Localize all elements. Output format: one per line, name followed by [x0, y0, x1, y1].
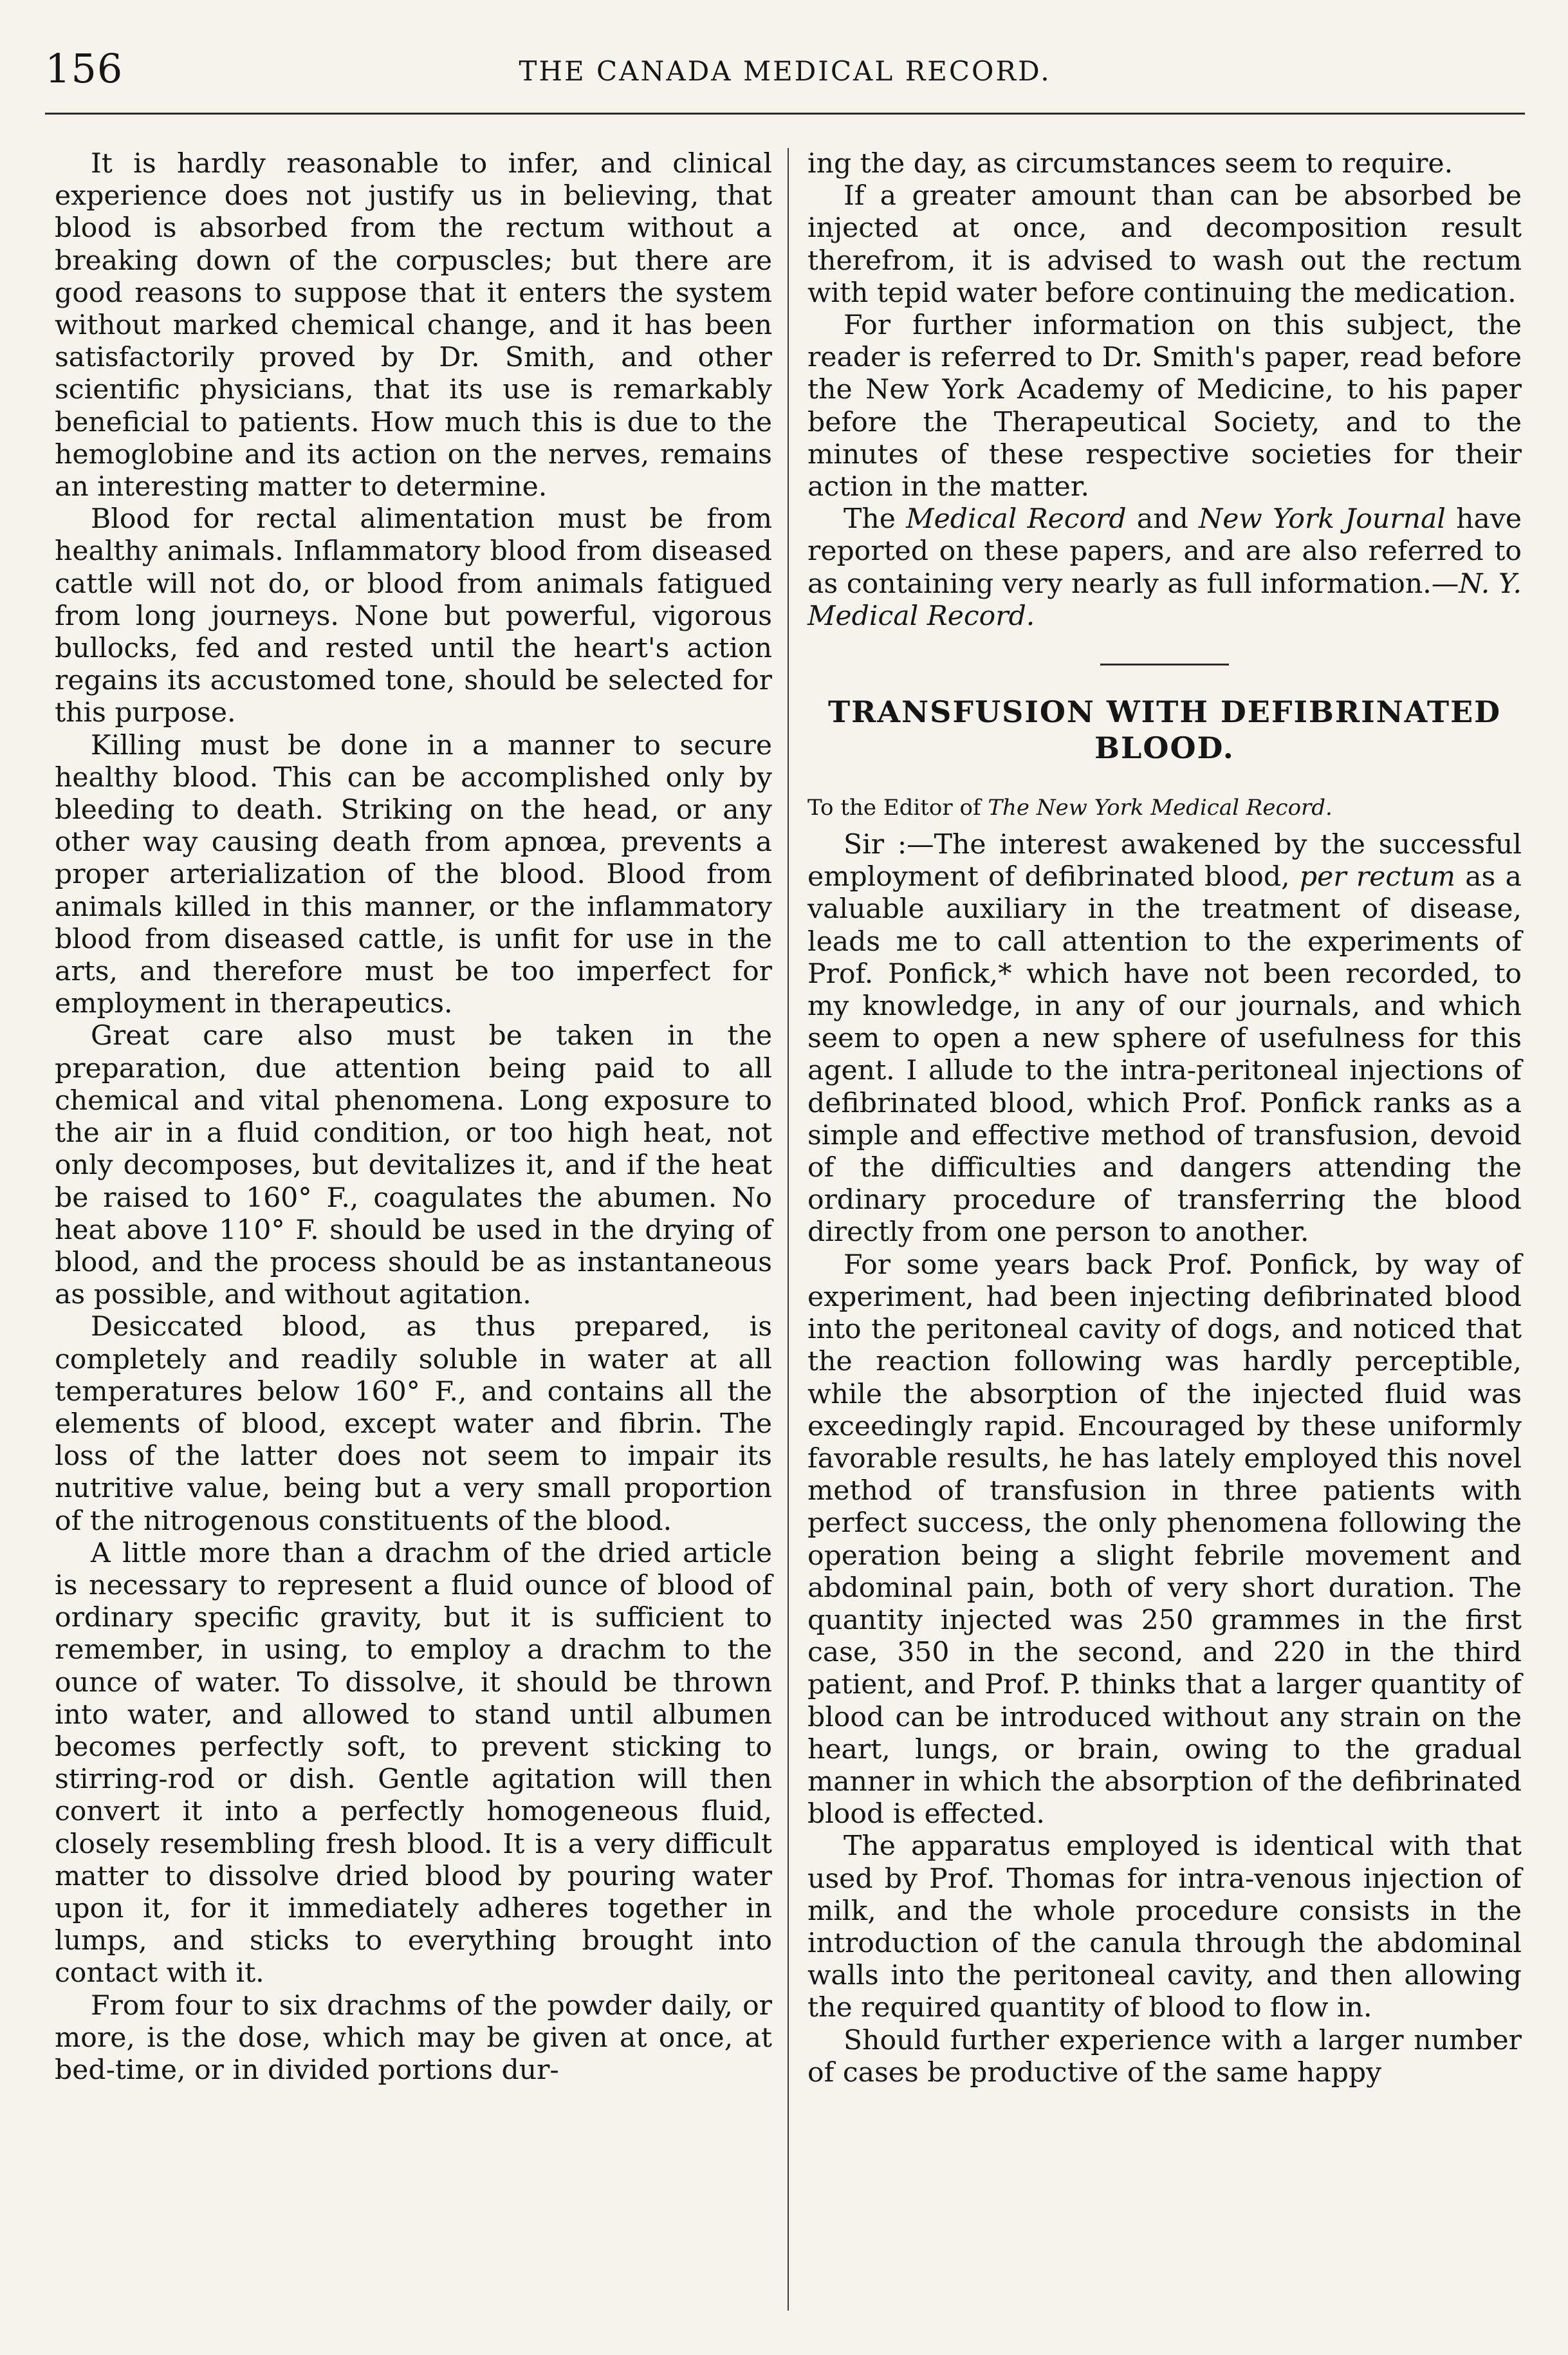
- running-header: [39, 45, 1531, 97]
- text-run: Sir :—The interest awakened by the successful employment of defibrinated blood,: [807, 829, 1522, 893]
- italic-journal-name: The New York Medical Record.: [988, 795, 1333, 821]
- paragraph-continued: ing the day, as circumstances seem to require.: [807, 148, 1453, 180]
- article-title: TRANSFUSION WITH DEFIBRINATED BLOOD.: [827, 694, 1502, 766]
- column-divider: [788, 148, 789, 2311]
- paragraph: For some years back Prof. Ponfick, by way of experiment, had been injecting defibrinated blood into the peritoneal cavity of dogs, and noticed that the reaction following was hardly perceptible, while the absorption of the injected fluid was exceedingly rapid. Encouraged by these uniformly favorable results, he has lately employed this novel method of transfusion in three patients with perfect success, the only phenomena following the operation being a slight febrile movement and abdominal pain, both of very short duration. The quantity injected was 250 grammes in the first case, 350 in the second, and 220 in the third patient, and Prof. P. thinks that a larger quantity of blood can be introduced without any strain on the heart, lungs, or brain, owing to the gradual manner in which the absorption of the defibrinated blood is effected.: [807, 1249, 1522, 1830]
- page-number: 156: [45, 45, 124, 92]
- paragraph: Desiccated blood, as thus prepared, is completely and readily soluble in water at all temperatures below 160° F., and contains all the elements of blood, except water and fibrin. The loss of the latter does not seem to impair its nutritive value, being but a very small proportion of the nitrogenous constituents of the blood.: [55, 1311, 772, 1537]
- section-divider-rule: [1100, 664, 1229, 666]
- journal-title: THE CANADA MEDICAL RECORD.: [519, 55, 1051, 87]
- paragraph: Blood for rectal alimentation must be from healthy animals. Inflammatory blood from diseased cattle will not do, or blood from animals fatigued from long journeys. None but powerful, vigorous bullocks, fed and rested until the heart's action regains its accustomed tone, should be selected for this purpose.: [55, 503, 772, 729]
- paragraph: Great care also must be taken in the preparation, due attention being paid to all chemical and vital phenomena. Long exposure to the air in a fluid condition, or too high heat, not only decomposes, but devitalizes it, and if the heat be raised to 160° F., coagulates the abumen. No heat above 110° F. should be used in the drying of blood, and the process should be as instantaneous as possible, and without agitation.: [55, 1020, 772, 1311]
- source-citation: N. Y. Medical Record.: [807, 568, 1522, 632]
- text-run: as a valuable auxiliary in the treatment of disease, leads me to call attention to the experiments of Prof. Ponfick,* which have not been recorded, to my knowledge, in any of our journals, and which seem to open a new sphere of usefulness for this agent. I allude to the intra-peritoneal injections of defibrinated blood, which Prof. Ponfick ranks as a simple and effective method of transfusion, devoid of the difficulties and dangers attending the ordinary procedure of transferring the blood directly from one person to another.: [807, 861, 1522, 1249]
- italic-journal-name: New York Journal: [1199, 503, 1446, 535]
- text-run: and: [1126, 503, 1199, 535]
- paragraph: Killing must be done in a manner to secure healthy blood. This can be accomplished only by bleeding to death. Striking on the head, or any other way causing death from apnœa, prevents a proper arterialization of the blood. Blood from animals killed in this manner, or the inflammatory blood from diseased cattle, is unfit for use in the arts, and therefore must be too imperfect for employment in therapeutics.: [55, 729, 772, 1020]
- text-run: To the Editor of: [807, 795, 988, 821]
- header-rule: [45, 113, 1525, 115]
- paragraph: [807, 503, 1522, 633]
- paragraph: The apparatus employed is identical with that used by Prof. Thomas for intra-venous injection of milk, and the whole procedure consists in the introduction of the canula through the abdominal walls into the peritoneal cavity, and then allowing the required quantity of blood to flow in.: [807, 1830, 1522, 2024]
- text-run: The: [844, 503, 907, 535]
- paragraph: Should further experience with a larger number of cases be productive of the same happy: [807, 2024, 1522, 2089]
- right-column: [807, 148, 1522, 2089]
- paragraph: For further information on this subject, the reader is referred to Dr. Smith's paper, read before the New York Academy of Medicine, to his paper before the Therapeutical Society, and to the minutes of these respective societies for their action in the matter.: [807, 310, 1522, 503]
- left-column: [55, 148, 772, 2087]
- text-run: have reported on these papers, and are also referred to as containing very nearly as full information.—: [807, 503, 1522, 600]
- paragraph: If a greater amount than can be absorbed be injected at once, and decomposition result therefrom, it is advised to wash out the rectum with tepid water before continuing the medication.: [807, 180, 1522, 309]
- paragraph: A little more than a drachm of the dried article is necessary to represent a fluid ounce of blood of ordinary specific gravity, but it is sufficient to remember, in using, to employ a drachm to the ounce of water. To dissolve, it should be thrown into water, and allowed to stand until albumen becomes perfectly soft, to prevent sticking to stirring-rod or dish. Gentle agitation will then convert it into a perfectly homogeneous fluid, closely resembling fresh blood. It is a very difficult matter to dissolve dried blood by pouring water upon it, for it immediately adheres together in lumps, and sticks to everything brought into contact with it.: [55, 1537, 772, 1989]
- paragraph: [807, 829, 1522, 1249]
- editor-address: [807, 792, 1522, 824]
- paragraph: From four to six drachms of the powder daily, or more, is the dose, which may be given at once, at bed-time, or in divided portions dur-: [55, 1989, 772, 2086]
- italic-journal-name: Medical Record: [906, 503, 1127, 535]
- italic-term: per rectum: [1299, 861, 1455, 893]
- paragraph: It is hardly reasonable to infer, and clinical experience does not justify us in believing, that blood is absorbed from the rectum without a breaking down of the corpuscles; but there are good reasons to suppose that it enters the system without marked chemical change, and it has been satisfactorily proved by Dr. Smith, and other scientific physicians, that its use is remarkably beneficial to patients. How much this is due to the hemoglobine and its action on the nerves, remains an interesting matter to determine.: [55, 148, 772, 503]
